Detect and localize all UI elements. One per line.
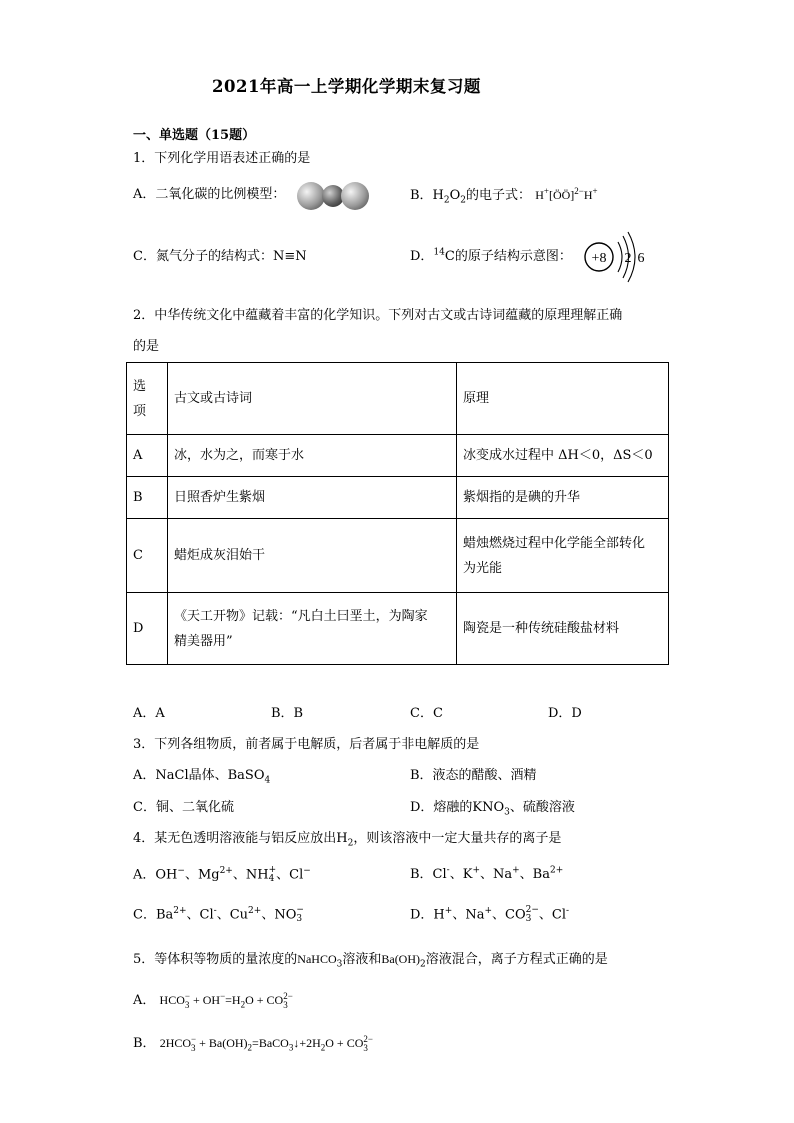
q4-stem-post: ，则该溶液中一定大量共存的离子是 <box>353 831 562 846</box>
q4b-s4: 2+ <box>549 865 564 876</box>
ef-o1: Ö <box>552 188 562 202</box>
q1-d-mass: 14 <box>433 247 445 258</box>
row-c-option: C <box>127 519 168 593</box>
row-b-option: B <box>127 477 168 519</box>
header-text: 古文或古诗词 <box>168 363 457 435</box>
q4c-p4: 、NO <box>261 907 297 923</box>
row-d-text <box>168 593 457 665</box>
row-d-text-line1: 《天工开物》记载：“凡白土曰垩土，为陶家 <box>174 608 428 624</box>
q4b-p1: B．Cl <box>410 867 447 882</box>
shell1-electrons: 2 <box>624 251 632 266</box>
q4d-p1: D．H <box>410 907 445 923</box>
q4d-co3-charge <box>526 906 539 924</box>
q4b-s2: + <box>472 865 480 876</box>
q4-option-c <box>133 906 304 925</box>
q2-stem-line2: 的是 <box>133 339 160 354</box>
q4b-s1: - <box>446 865 450 876</box>
q4-stem <box>133 830 561 848</box>
q5-option-b <box>133 1034 373 1053</box>
q1-b-o: O <box>449 188 461 203</box>
row-b-principle: 紫烟指的是碘的升华 <box>457 477 669 519</box>
row-c-principle-line2: 为光能 <box>463 560 503 576</box>
q4c-s2: - <box>213 906 217 917</box>
q4-option-b <box>410 866 563 884</box>
q5a-equation <box>159 991 293 1011</box>
q4a-p2: 、Mg <box>184 867 220 883</box>
shell2-electrons: 6 <box>637 251 645 266</box>
q1-option-b-label: B．H <box>410 188 444 203</box>
q4-option-a <box>133 866 311 885</box>
table-row <box>127 593 669 665</box>
q4a-p3: 、NH <box>232 867 269 883</box>
row-d-principle: 陶瓷是一种传统硅酸盐材料 <box>457 593 669 665</box>
q5-stem <box>133 950 608 969</box>
h2o2-electron-formula <box>535 188 597 202</box>
row-c-text: 蜡炬成灰泪始干 <box>168 519 457 593</box>
ef-h1: H <box>535 188 544 202</box>
section-heading: 一、单选题（15题） <box>133 128 256 143</box>
q5a-sup2: − <box>220 991 226 1001</box>
ef-h2: H <box>583 188 593 202</box>
q5b-p4: ↓+2H <box>293 1036 321 1050</box>
q4a-p4: 、Cl <box>276 867 304 883</box>
ef-charge: 2− <box>574 186 584 196</box>
table-row <box>127 477 669 519</box>
q4c-s1: 2+ <box>173 906 187 917</box>
q3-a-text: A．NaCl晶体、BaSO <box>133 768 265 783</box>
ef-o2: Ö <box>561 188 571 202</box>
q3-d-post: 、硫酸溶液 <box>509 800 575 815</box>
q4a-nh4-charge <box>269 866 277 884</box>
q2-choice-c: C．C <box>410 706 443 721</box>
q5a-sup4: 2− <box>283 991 293 1002</box>
header-option <box>127 363 168 435</box>
q1-option-a-label: A．二氧化碳的比例模型： <box>133 187 286 202</box>
q4a-p1: A．OH <box>133 867 178 883</box>
page-title: 2021年高一上学期化学期末复习题 <box>212 77 481 96</box>
q1-option-d <box>410 248 572 266</box>
q5b-p2: + Ba(OH) <box>196 1036 248 1050</box>
q5-stem-pre: 5．等体积等物质的量浓度的 <box>133 952 298 967</box>
q4-stem-sub: 2 <box>347 838 354 849</box>
header-option-line1: 选 <box>133 378 147 394</box>
q5-f2: Ba(OH) <box>381 952 421 966</box>
q4d-s3: 2− <box>525 905 539 915</box>
q5b-sub1: 3 <box>191 1043 196 1054</box>
q5-f1-sub: 3 <box>336 959 343 970</box>
atom-structure-diagram <box>580 228 650 286</box>
q5a-p2: + OH <box>189 993 221 1007</box>
q5b-p3: =BaCO <box>252 1036 289 1050</box>
q4a-s2: 2+ <box>219 866 233 877</box>
q4d-sub3: 3 <box>525 914 532 924</box>
q3-stem: 3．下列各组物质，前者属于电解质，后者属于非电解质的是 <box>133 737 480 752</box>
q5b-sub3: 3 <box>288 1042 294 1053</box>
q4d-p2: 、Na <box>452 907 485 923</box>
shell-arc-1 <box>618 242 622 272</box>
q3-option-d <box>410 799 575 817</box>
row-d-text-line2: 精美器用” <box>174 633 233 649</box>
nucleus-charge: +8 <box>591 251 607 266</box>
row-c-principle <box>457 519 669 593</box>
q4c-s4: − <box>296 905 304 915</box>
q4a-s3: + <box>268 865 277 875</box>
header-option-line2: 项 <box>133 403 147 419</box>
q1-b-tail: 的电子式： <box>466 188 532 203</box>
row-a-principle: 冰变成水过程中 ΔH＜0，ΔS＜0 <box>457 435 669 477</box>
ef-plus2: + <box>592 186 598 196</box>
q5b-ion5 <box>363 1035 373 1053</box>
q4d-s4: - <box>566 906 570 917</box>
q4c-s3: 2+ <box>248 906 262 917</box>
q4a-s1: − <box>177 866 185 877</box>
q1-stem: 1．下列化学用语表述正确的是 <box>133 151 311 166</box>
q4c-p2: 、Cl <box>186 907 214 923</box>
q3-d-sub: 3 <box>504 807 510 818</box>
q1-option-a <box>133 186 285 204</box>
row-a-option: A <box>127 435 168 477</box>
q4d-s1: + <box>444 906 453 917</box>
ef-lbr: [ <box>548 188 553 202</box>
q5b-sub4: 2 <box>320 1042 326 1053</box>
header-principle: 原理 <box>457 363 669 435</box>
q1-d-pre: D． <box>410 249 434 264</box>
q4d-s2: + <box>484 906 492 917</box>
q5b-label: B． <box>133 1036 156 1051</box>
oxygen-ball-left-icon <box>297 182 325 210</box>
q2-choice-d: D．D <box>548 706 582 721</box>
oxygen-ball-right-icon <box>341 182 369 210</box>
ef-rbr: ] <box>570 188 575 202</box>
q5a-sub4: 3 <box>283 1000 288 1011</box>
q5a-sub1: 3 <box>184 1000 190 1011</box>
q4a-sub3: 4 <box>268 874 275 884</box>
q4a-s4: − <box>303 866 311 877</box>
q5-f1: NaHCO <box>297 952 337 966</box>
q1-option-c: C．氮气分子的结构式：N≡N <box>133 249 307 264</box>
q3-option-a <box>133 767 270 785</box>
ef-plus: + <box>543 186 549 196</box>
q4c-no3-charge <box>296 906 304 924</box>
q5a-p3: =H <box>225 993 241 1007</box>
q1-b-sub: 2 <box>443 195 450 206</box>
q5b-sup5: 2− <box>363 1034 373 1045</box>
q2-choice-b: B．B <box>271 706 304 721</box>
q5a-sup1: − <box>184 991 190 1002</box>
row-a-text: 冰，水为之，而寒于水 <box>168 435 457 477</box>
q4b-s3: + <box>512 865 520 876</box>
q4-option-d <box>410 906 569 925</box>
q5b-p1: 2HCO <box>159 1036 192 1050</box>
q4d-p3: 、CO <box>492 907 526 923</box>
q5-stem-post: 溶液混合，离子方程式正确的是 <box>425 952 608 967</box>
q5-stem-mid: 溶液和 <box>342 952 382 967</box>
q5a-ion4 <box>283 992 293 1010</box>
q1-b-sub2: 2 <box>460 195 467 206</box>
q4b-p2: 、K <box>449 867 473 882</box>
q5b-equation <box>159 1034 373 1054</box>
row-c-principle-line1: 蜡烛燃烧过程中化学能全部转化 <box>463 535 646 551</box>
row-b-text: 日照香炉生紫烟 <box>168 477 457 519</box>
row-d-option: D <box>127 593 168 665</box>
q2-table <box>126 362 669 665</box>
q3-option-c: C．铜、二氧化硫 <box>133 800 234 815</box>
q5a-p1: HCO <box>159 993 185 1007</box>
q5b-p5: O + CO <box>325 1036 364 1050</box>
q4b-p3: 、Na <box>479 867 513 882</box>
q5a-sub3: 2 <box>240 999 246 1010</box>
q4d-p4: 、Cl <box>538 907 566 923</box>
q5a-label: A． <box>133 993 156 1008</box>
table-row <box>127 435 669 477</box>
q4c-p3: 、Cu <box>216 907 249 923</box>
q5b-sub5: 3 <box>363 1043 368 1054</box>
q5b-sub2: 2 <box>247 1042 253 1053</box>
q1-d-post: C的原子结构示意图： <box>444 249 572 264</box>
q2-choice-a: A．A <box>133 706 165 721</box>
q5a-p4: O + CO <box>245 993 284 1007</box>
q4c-p1: C．Ba <box>133 907 174 923</box>
q3-a-sub: 4 <box>264 775 271 786</box>
q4-stem-pre: 4．某无色透明溶液能与铝反应放出H <box>133 831 348 846</box>
q3-d-pre: D．熔融的KNO <box>410 800 505 815</box>
table-row <box>127 519 669 593</box>
q3-option-b: B．液态的醋酸、酒精 <box>410 768 537 783</box>
q1-option-b <box>410 186 598 205</box>
q4b-p4: 、Ba <box>519 867 550 882</box>
q5-f2-sub: 2 <box>420 959 426 970</box>
q2-stem-line1: 2．中华传统文化中蕴藏着丰富的化学知识。下列对古文或古诗词蕴藏的原理理解正确 <box>133 308 623 323</box>
q5-option-a <box>133 991 293 1010</box>
q5b-sup1: − <box>191 1034 197 1045</box>
q4c-sub4: 3 <box>296 914 303 924</box>
table-header-row <box>127 363 669 435</box>
